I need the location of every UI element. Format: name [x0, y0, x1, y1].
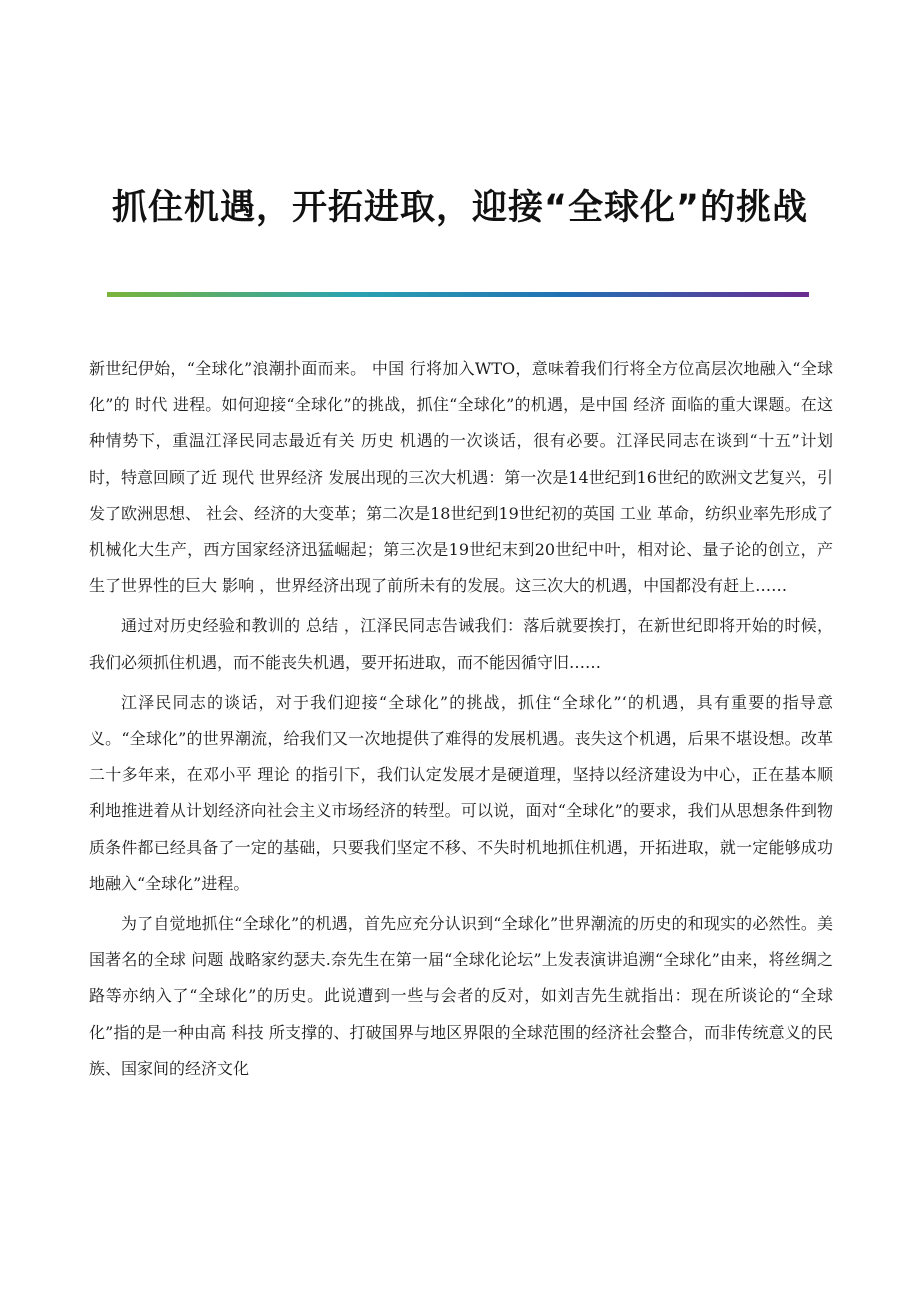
- document-body: [89, 351, 833, 1091]
- document-title: 抓住机遇，开拓进取，迎接“全球化”的挑战: [111, 188, 808, 228]
- title-divider: [107, 292, 809, 297]
- paragraph-3: 江泽民同志的谈话，对于我们迎接“全球化”的挑战，抓住“全球化”‘的机遇，具有重要的指导意义。“全球化”的世界潮流，给我们又一次地提供了难得的发展机遇。丧失这个机遇，后果不堪设想。改革二十多年来，在邓小平 理论 的指引下，我们认定发展才是硬道理，坚持以经济建设为中心，正在基本顺利地推进着从计划经济向社会主义市场经济的转型。可以说，面对“全球化”的要求，我们从思想条件到物质条件都已经具备了一定的基础，只要我们坚定不移、不失时机地抓住机遇，开拓进取，就一定能够成功地融入“全球化”进程。: [89, 692, 833, 893]
- paragraph-2: 通过对历史经验和教训的 总结 ，江泽民同志告诫我们：落后就要挨打，在新世纪即将开始的时候，我们必须抓住机遇，而不能丧失机遇，要开拓进取，而不能因循守旧……: [89, 616, 833, 672]
- paragraph-4: 为了自觉地抓住“全球化”的机遇，首先应充分认识到“全球化”世界潮流的历史的和现实的必然性。美国著名的全球 问题 战略家约瑟夫.奈先生在第一届“全球化论坛”上发表演讲追溯“全球化”由来，将丝绸之路等亦纳入了“全球化”的历史。此说遭到一些与会者的反对，如刘吉先生就指出：现在所谈论的“全球化”指的是一种由高 科技 所支撑的、打破国界与地区界限的全球范围的经济社会整合，而非传统意义的民族、国家间的经济文化: [89, 914, 833, 1078]
- paragraph-1: 新世纪伊始，“全球化”浪潮扑面而来。 中国 行将加入WTO，意味着我们行将全方位高层次地融入“全球化”的 时代 进程。如何迎接“全球化”的挑战，抓住“全球化”的机遇，是中国 经济 面临的重大课题。在这种情势下，重温江泽民同志最近有关 历史 机遇的一次谈话，很有必要。江泽民同志在谈到“十五”计划时，特意回顾了近 现代 世界经济 发展出现的三次大机遇：第一次是14世纪到16世纪的欧洲文艺复兴，引发了欧洲思想、 社会、经济的大变革；第二次是18世纪到19世纪初的英国 工业 革命，纺织业率先形成了机械化大生产，西方国家经济迅猛崛起；第三次是19世纪末到20世纪中叶，相对论、量子论的创立，产生了世界性的巨大 影响 ，世界经济出现了前所未有的发展。这三次大的机遇，中国都没有赶上……: [89, 359, 833, 596]
